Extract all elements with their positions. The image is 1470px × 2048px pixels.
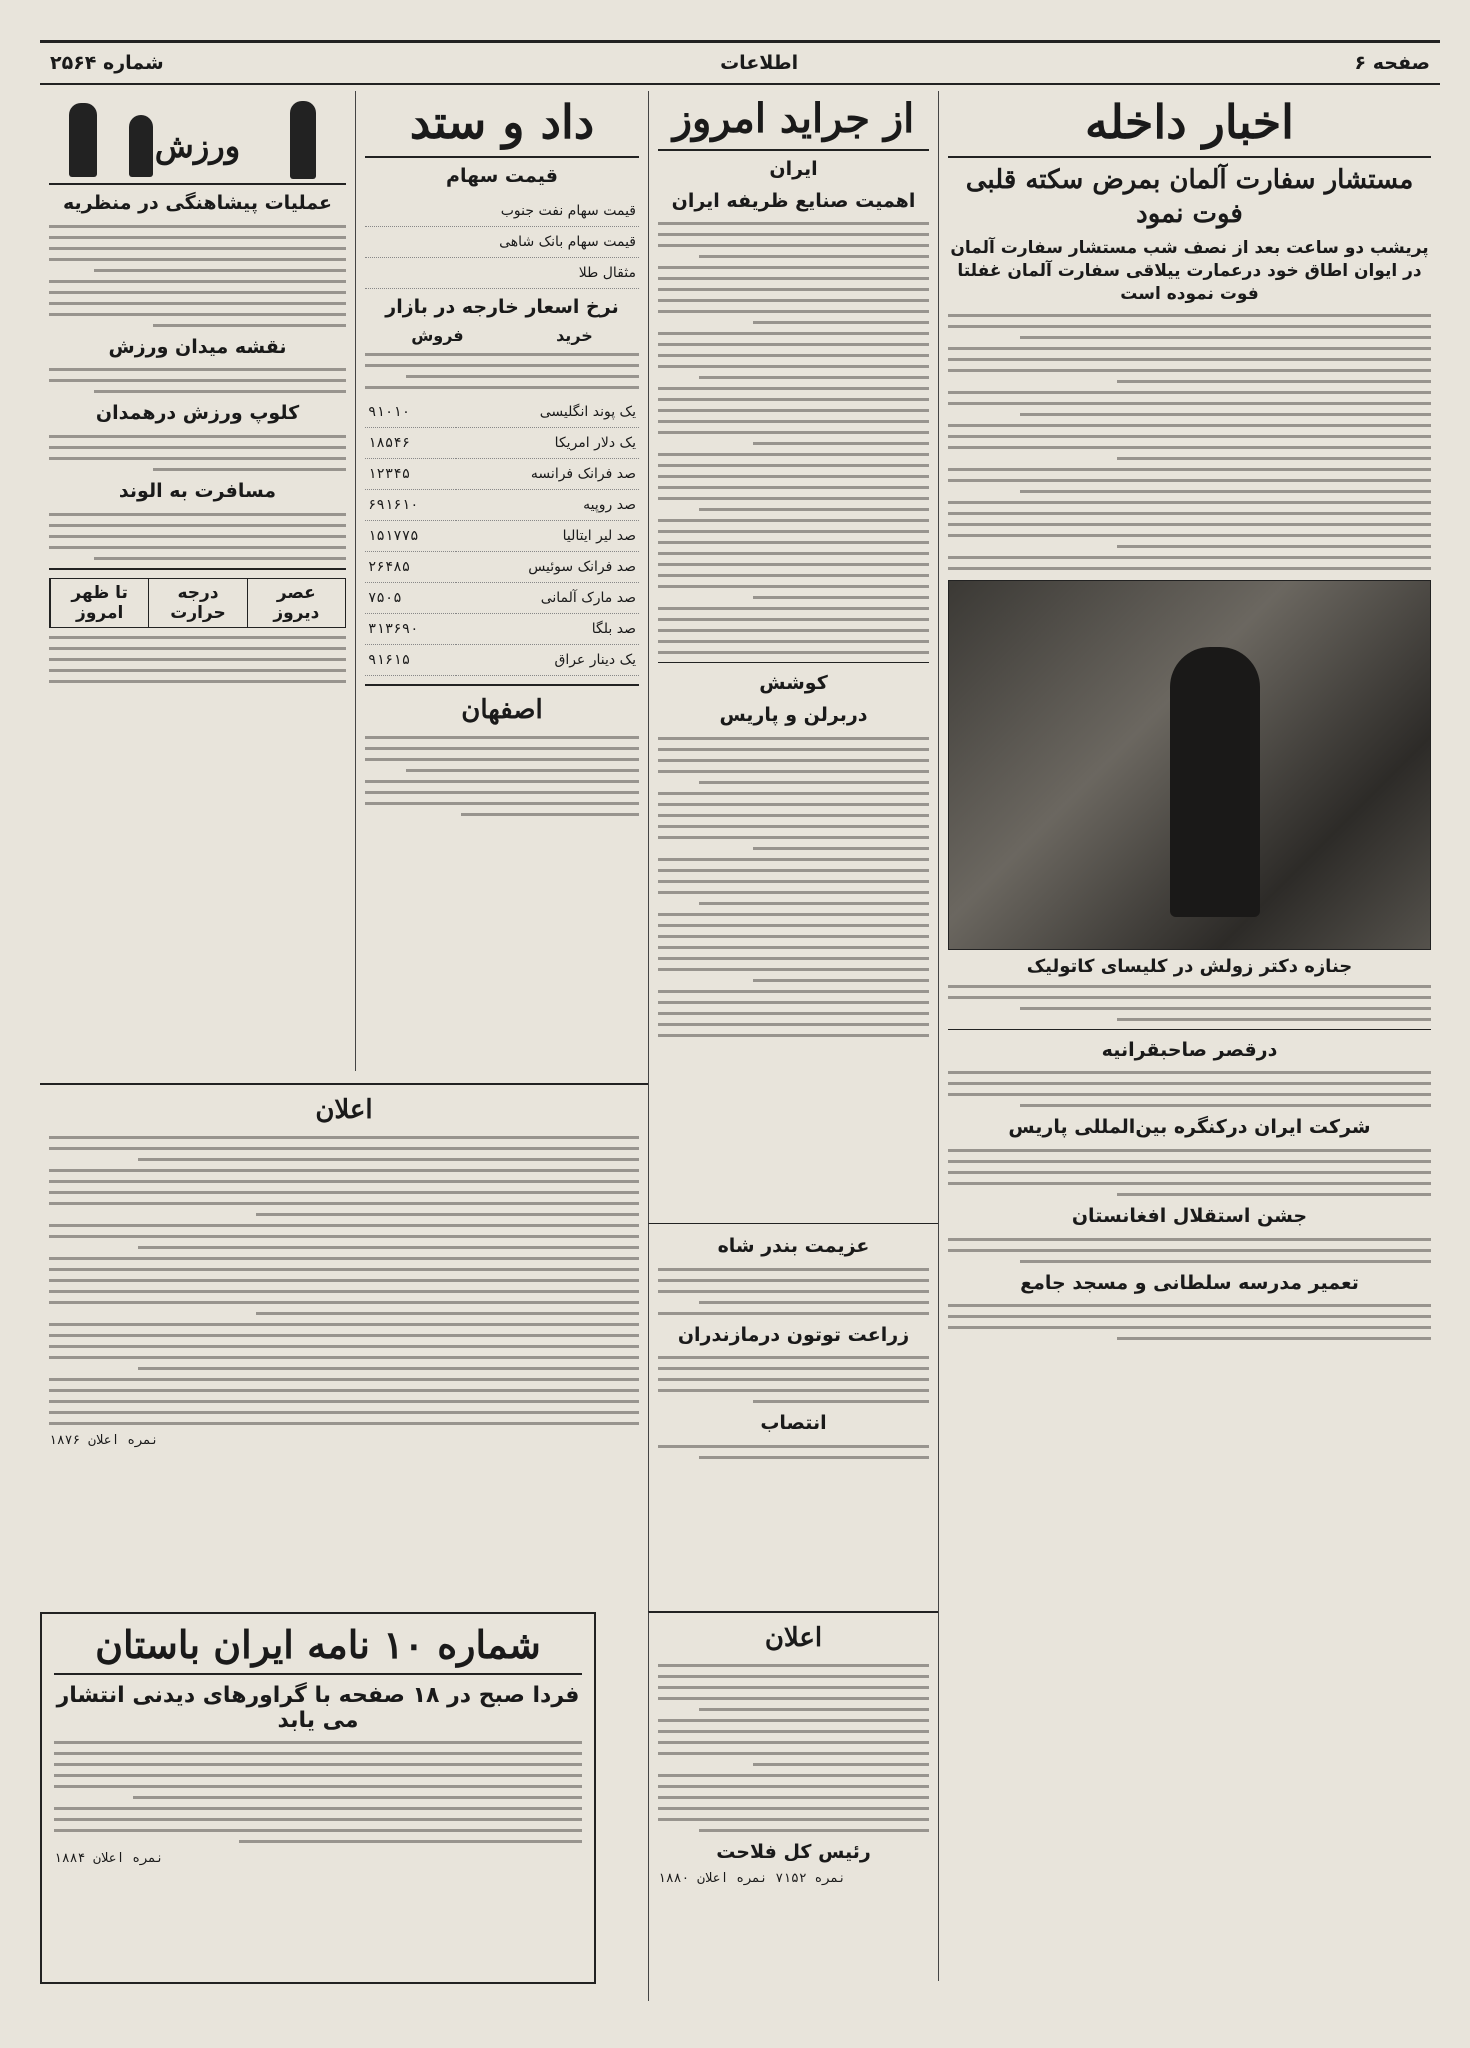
fx-table <box>365 397 639 676</box>
sell-label: فروش <box>411 326 464 346</box>
sport-story2-head: نقشه میدان ورزش <box>108 335 287 358</box>
table-row: قیمت سهام بانک شاهی <box>365 226 639 257</box>
weather-header <box>49 578 346 628</box>
table-row: یک پوند انگلیسی ۹۱۰۱۰ <box>365 397 639 428</box>
story-paris-congress-lines <box>948 1149 1431 1196</box>
isfahan-lines <box>365 736 639 816</box>
stocks-title: داد و ستد <box>365 95 639 158</box>
sport-story3-head: کلوپ ورزش درهمدان <box>95 402 300 425</box>
masthead <box>40 43 1440 85</box>
press-story1-head: اهمیت صنایع ظریفه ایران <box>671 189 916 212</box>
story-school-head: تعمیر مدرسه سلطانی و مسجد جامع <box>1020 1271 1359 1294</box>
stock-table <box>365 196 639 289</box>
isfahan-title: اصفهان <box>461 695 543 726</box>
center-ad-title: اعلان <box>764 1623 823 1653</box>
issue-number: شماره ۲۵۶۴ <box>50 52 164 74</box>
story-school-lines <box>948 1304 1431 1340</box>
fx-note-lines <box>365 353 639 389</box>
story-tobacco-head: زراعت توتون درمازندران <box>677 1323 910 1346</box>
iran-bastan-ad <box>40 1612 596 1984</box>
left-ad-title: اعلان <box>315 1095 373 1125</box>
news-headline: مستشار سفارت آلمان بمرض سکته قلبی فوت نمود <box>965 165 1414 229</box>
left-ad <box>40 1083 648 1608</box>
story-paris-congress-head: شرکت ایران درکنگره بین‌المللی پاریس <box>1008 1116 1371 1139</box>
sport-title: ورزش <box>154 127 241 165</box>
caption-body-lines <box>948 985 1431 1021</box>
left-ad-ref: نمره اعلان ۱۸۷۶ <box>49 1432 159 1448</box>
left-ad-lines <box>49 1136 639 1425</box>
press-story2-head: دربرلن و پاریس <box>719 703 868 726</box>
story-bandarshah-head: عزیمت بندر شاه <box>717 1235 870 1257</box>
story-appointment-head: انتصاب <box>760 1412 827 1435</box>
table-row: مثقال طلا <box>365 257 639 288</box>
press-title: از جراید امروز <box>658 95 929 151</box>
center-ad <box>648 1611 938 2001</box>
table-row: صد فرانک فرانسه ۱۲۳۴۵ <box>365 459 639 490</box>
paper-name: اطلاعات <box>720 52 799 74</box>
table-row: صد روپیه ۶۹۱۶۱۰ <box>365 490 639 521</box>
table-row: صد مارک آلمانی ۷۵۰۵ <box>365 583 639 614</box>
story-tobacco-lines <box>658 1356 929 1403</box>
press-section-koshesh: کوشش <box>759 672 828 695</box>
photo-caption: جنازه دکتر زولش در کلیسای کاتولیک <box>1026 955 1353 977</box>
story-afghan-head: جشن استقلال افغانستان <box>1071 1204 1308 1227</box>
story-qasr-head: درقصر صاحبقرانیه <box>1101 1038 1278 1061</box>
sport-story3-lines <box>49 435 346 471</box>
news-body-lines <box>948 314 1431 570</box>
weather-table-lines <box>49 636 346 683</box>
story-qasr-lines <box>948 1071 1431 1107</box>
press-section-iran: ایران <box>769 158 818 180</box>
press-story1-lines <box>658 222 929 654</box>
news-subhead: پریشب دو ساعت بعد از نصف شب مستشار سفارت آلمان در ایوان اطاق خود درعمارت ییلاقی سفارت آلمان غفلتا فوت نموده است <box>950 237 1429 304</box>
sport-column <box>40 91 355 891</box>
center-ad-lines <box>658 1664 929 1832</box>
table-row: صد لیر ایتالیا ۱۵۱۷۷۵ <box>365 521 639 552</box>
weather-degree: درجه حرارت <box>148 579 246 627</box>
sport-story4-head: مسافرت به الوند <box>118 479 277 502</box>
weather-noon: تا ظهر امروز <box>50 579 148 627</box>
iran-bastan-title: شماره ۱۰ نامه ایران باستان <box>54 1622 582 1675</box>
table-row: یک دلار امریکا ۱۸۵۴۶ <box>365 428 639 459</box>
news-photo <box>948 580 1431 950</box>
stocks-subtitle: قیمت سهام <box>446 165 558 188</box>
iran-bastan-ref: نمره اعلان ۱۸۸۴ <box>54 1851 164 1866</box>
fx-heading: نرخ اسعار خارجه در بازار <box>385 295 619 318</box>
news-b-column <box>648 1223 938 1583</box>
news-column <box>938 91 1440 1981</box>
sport-story1-head: عملیات پیشاهنگی در منظریه <box>62 192 333 214</box>
table-row: قیمت سهام نفت جنوب <box>365 196 639 227</box>
stocks-column <box>355 91 648 1071</box>
table-row: صد بلگا ۳۱۳۶۹۰ <box>365 614 639 645</box>
sport-story4-lines <box>49 513 346 560</box>
press-story2-lines <box>658 737 929 1037</box>
iran-bastan-lines <box>54 1741 582 1843</box>
table-row: صد فرانک سوئیس ۲۶۴۸۵ <box>365 552 639 583</box>
story-appointment-lines <box>658 1445 929 1459</box>
story-bandarshah-lines <box>658 1268 929 1315</box>
center-ad-signature: رئیس کل فلاحت <box>716 1840 871 1863</box>
sport-story2-lines <box>49 368 346 393</box>
news-section-title: اخبار داخله <box>948 95 1431 158</box>
buy-label: خرید <box>556 326 593 346</box>
table-row: یک دینار عراق ۹۱۶۱۵ <box>365 645 639 676</box>
sport-story1-lines <box>49 225 346 327</box>
iran-bastan-subtitle: فردا صبح در ۱۸ صفحه با گراورهای دیدنی انتشار می یابد <box>56 1683 580 1733</box>
page-number: صفحه ۶ <box>1354 52 1430 74</box>
sport-illustration <box>49 95 346 185</box>
center-ad-ref: نمره ۷۱۵۲ نمره اعلان ۱۸۸۰ <box>658 1871 846 1887</box>
story-afghan-lines <box>948 1238 1431 1263</box>
weather-yesterday: عصر دیروز <box>247 579 345 627</box>
